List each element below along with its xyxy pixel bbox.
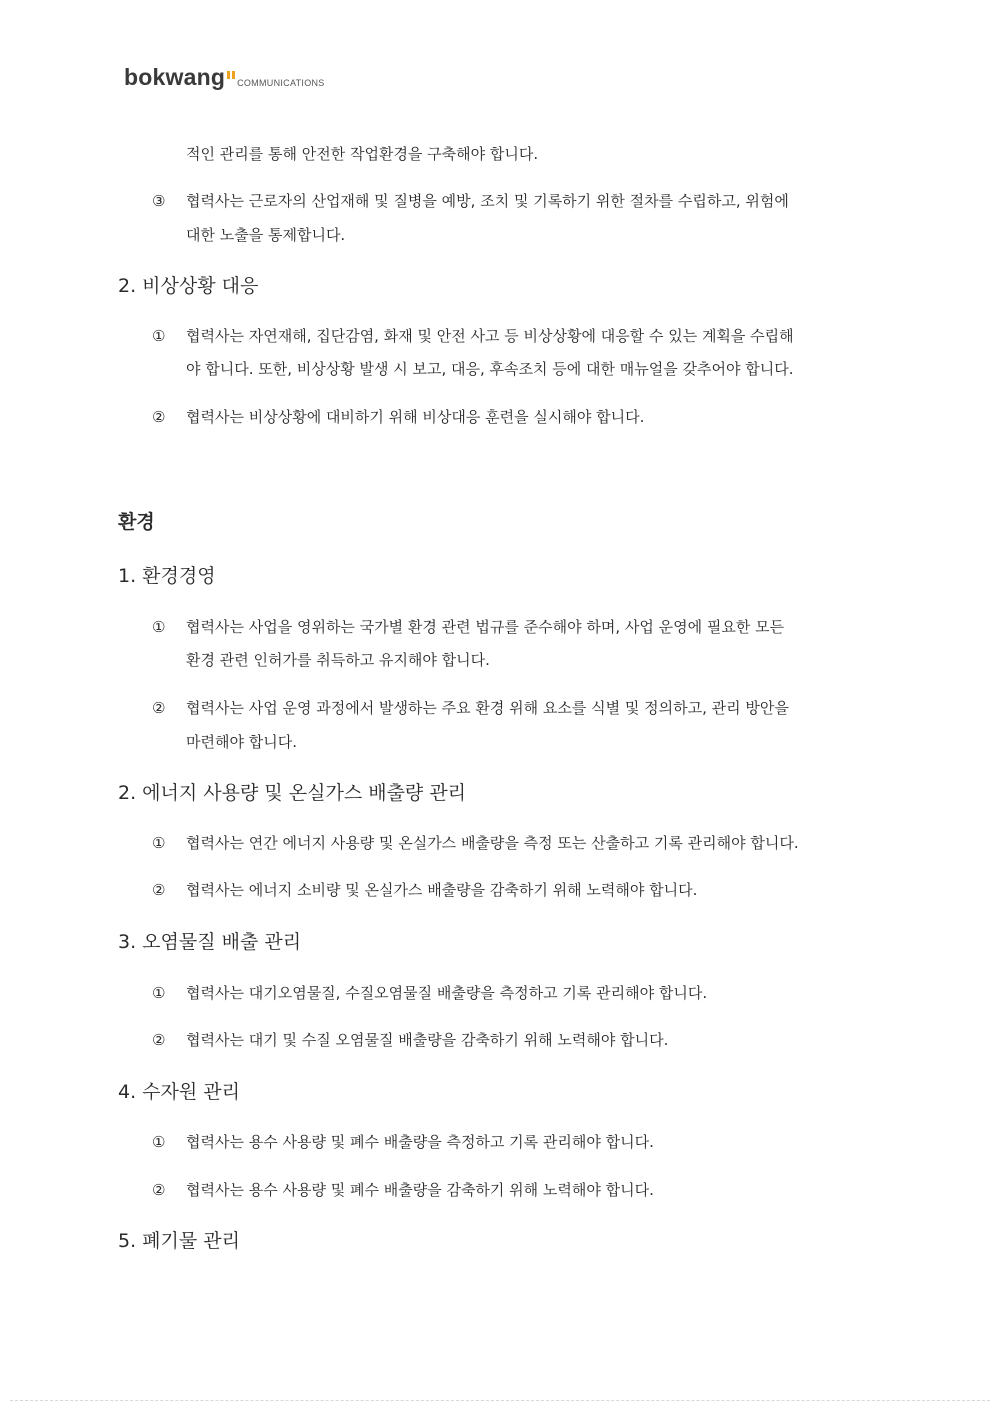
paragraph-line: 협력사는 용수 사용량 및 폐수 배출량을 감축하기 위해 노력해야 합니다. (186, 1181, 654, 1199)
item-number: ① (152, 834, 166, 852)
item-number: ② (152, 408, 166, 426)
paragraph-line: 협력사는 사업을 영위하는 국가별 환경 관련 법규를 준수해야 하며, 사업 운영에 필요한 모든 (186, 618, 785, 636)
paragraph-line: 협력사는 연간 에너지 사용량 및 온실가스 배출량을 측정 또는 산출하고 기록 관리해야 합니다. (186, 834, 799, 852)
paragraph-line: 협력사는 비상상황에 대비하기 위해 비상대응 훈련을 실시해야 합니다. (186, 408, 645, 426)
item-number: ③ (152, 192, 166, 210)
paragraph-line: 협력사는 용수 사용량 및 폐수 배출량을 측정하고 기록 관리해야 합니다. (186, 1133, 654, 1151)
subsection-heading: 1. 환경경영 (118, 565, 216, 587)
item-number: ② (152, 1031, 166, 1049)
paragraph-line: 협력사는 사업 운영 과정에서 발생하는 주요 환경 위해 요소를 식별 및 정의하고, 관리 방안을 (186, 699, 789, 717)
paragraph-line: 적인 관리를 통해 안전한 작업환경을 구축해야 합니다. (186, 145, 539, 163)
paragraph-line: 야 합니다. 또한, 비상상황 발생 시 보고, 대응, 후속조치 등에 대한 매뉴얼을 갖추어야 합니다. (186, 360, 794, 378)
item-number: ② (152, 1181, 166, 1199)
subsection-heading: 2. 비상상황 대응 (118, 275, 259, 297)
subsection-heading: 2. 에너지 사용량 및 온실가스 배출량 관리 (118, 782, 467, 804)
paragraph-line: 대한 노출을 통제합니다. (186, 226, 346, 244)
logo-mark-icon (227, 71, 235, 79)
paragraph-line: 마련해야 합니다. (186, 733, 297, 751)
item-number: ① (152, 1133, 166, 1151)
item-number: ① (152, 327, 166, 345)
paragraph-line: 협력사는 근로자의 산업재해 및 질병을 예방, 조치 및 기록하기 위한 절차를 수립하고, 위험에 (186, 192, 789, 210)
subsection-heading: 3. 오염물질 배출 관리 (118, 931, 302, 953)
subsection-heading: 4. 수자원 관리 (118, 1081, 240, 1103)
paragraph-line: 협력사는 에너지 소비량 및 온실가스 배출량을 감축하기 위해 노력해야 합니다. (186, 881, 698, 899)
paragraph-line: 협력사는 자연재해, 집단감염, 화재 및 안전 사고 등 비상상황에 대응할 수 있는 계획을 수립해 (186, 327, 794, 345)
subsection-heading: 5. 폐기물 관리 (118, 1230, 240, 1252)
page-bottom-divider (10, 1400, 990, 1401)
logo-subtitle: COMMUNICATIONS (237, 78, 325, 88)
paragraph-line: 협력사는 대기 및 수질 오염물질 배출량을 감축하기 위해 노력해야 합니다. (186, 1031, 669, 1049)
item-number: ② (152, 699, 166, 717)
section-heading: 환경 (118, 511, 155, 533)
paragraph-line: 환경 관련 인허가를 취득하고 유지해야 합니다. (186, 651, 490, 669)
item-number: ① (152, 618, 166, 636)
item-number: ② (152, 881, 166, 899)
logo-wordmark: bokwang (124, 64, 226, 90)
company-logo (124, 66, 325, 89)
item-number: ① (152, 984, 166, 1002)
paragraph-line: 협력사는 대기오염물질, 수질오염물질 배출량을 측정하고 기록 관리해야 합니다. (186, 984, 708, 1002)
